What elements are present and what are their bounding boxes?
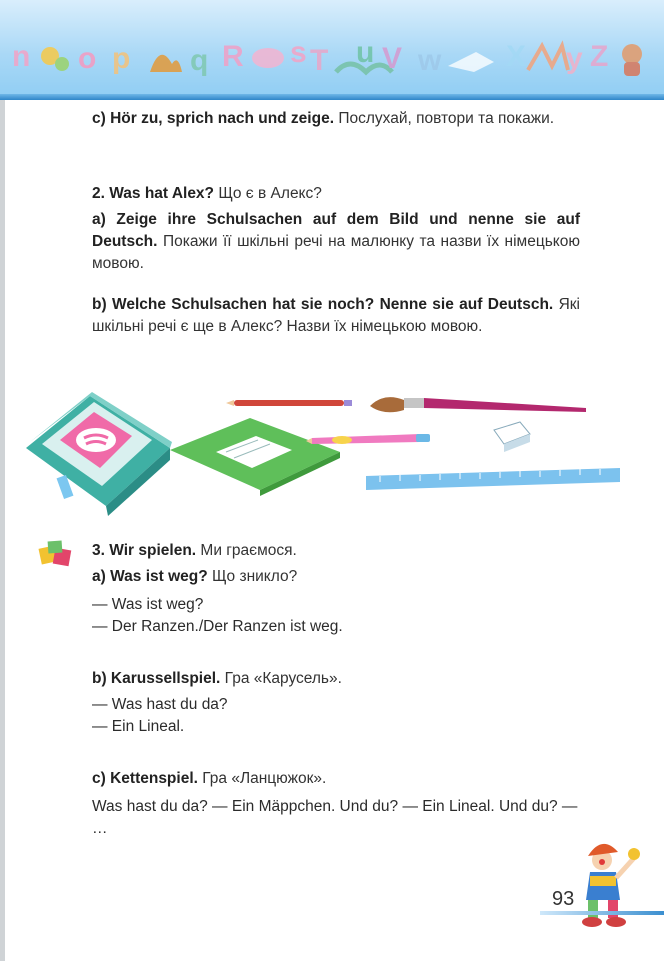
exercise-3-title-uk: Ми граємося. <box>200 542 297 559</box>
exercise-2b <box>92 294 580 338</box>
letter-y: y <box>566 42 583 75</box>
page-number: 93 <box>552 888 575 910</box>
exercise-2b-uk: Які шкільні речі є ще в Алекс? Назви їх німецькою мовою. <box>92 296 580 335</box>
exercise-3a-uk: Що зникло? <box>212 568 298 585</box>
dialog-line: — Was ist weg? <box>92 596 204 613</box>
book-icon <box>26 392 172 516</box>
letter-n: n <box>12 40 31 73</box>
exercise-3b-de: b) Karussellspiel. <box>92 670 221 687</box>
school-supplies-illustration <box>20 378 650 518</box>
exercise-2-title-de: 2. Was hat Alex? <box>92 185 215 202</box>
exercise-3-title <box>92 540 580 562</box>
letter-w: w <box>418 44 442 77</box>
exercise-3a <box>92 566 580 588</box>
letter-s: s <box>290 36 307 69</box>
exercise-2-title <box>92 183 580 205</box>
exercise-1c-label-de: c) Hör zu, sprich nach und zeige. <box>92 110 335 127</box>
eraser-icon <box>494 422 530 452</box>
pen-icon <box>306 434 430 444</box>
dialog-line: — Der Ranzen./Der Ranzen ist weg. <box>92 618 343 635</box>
exercise-3a-dialog <box>92 594 580 638</box>
chain-game-text: Was hast du da? — Ein Mäppchen. Und du? — Ein Lineal. Und du? — … <box>92 798 578 837</box>
letter-V: V <box>382 42 403 75</box>
alphabet-banner <box>0 10 664 90</box>
exercise-2b-de: b) Welche Schulsachen hat sie noch? Nenne sie auf Deutsch. <box>92 296 554 313</box>
pencil-icon <box>226 400 352 406</box>
exercise-3c <box>92 768 580 790</box>
exercise-3b-uk: Гра «Карусель». <box>224 670 342 687</box>
letter-u: u <box>356 36 375 69</box>
exercise-2a-uk: Покажи її шкільні речі на малюнку та назви їх німецькою мовою. <box>92 233 580 272</box>
letter-T: T <box>310 44 329 77</box>
page-left-border <box>0 100 5 961</box>
exercise-3a-de: a) Was ist weg? <box>92 568 208 585</box>
exercise-2a <box>92 209 580 275</box>
exercise-3b <box>92 668 580 690</box>
exercise-2-title-uk: Що є в Алекс? <box>218 185 322 202</box>
letter-X: X <box>506 40 527 73</box>
ruler-icon <box>366 468 620 490</box>
letter-o: o <box>78 42 97 75</box>
exercise-1c <box>92 108 580 130</box>
exercise-3b-dialog <box>92 694 580 738</box>
letter-Z: Z <box>590 40 609 73</box>
exercise-3c-uk: Гра «Ланцюжок». <box>202 770 327 787</box>
letter-q: q <box>190 44 209 77</box>
letter-p: p <box>112 42 131 75</box>
notebook-icon <box>170 418 340 496</box>
clown-mascot-icon <box>572 838 644 930</box>
cubes-icon <box>38 539 78 571</box>
letter-R: R <box>222 40 244 73</box>
dialog-line: — Ein Lineal. <box>92 718 185 735</box>
exercise-2a-de: a) Zeige ihre Schulsachen auf dem Bild und nenne sie auf Deutsch. <box>92 211 580 250</box>
exercise-3-title-de: 3. Wir spielen. <box>92 542 197 559</box>
paintbrush-icon <box>370 397 586 412</box>
dialog-line: — Was hast du da? <box>92 696 228 713</box>
exercise-1c-label-uk: Послухай, повтори та покажи. <box>338 110 555 127</box>
exercise-3c-de: c) Kettenspiel. <box>92 770 198 787</box>
exercise-3c-text <box>92 796 580 840</box>
page-number-underline <box>540 911 664 915</box>
